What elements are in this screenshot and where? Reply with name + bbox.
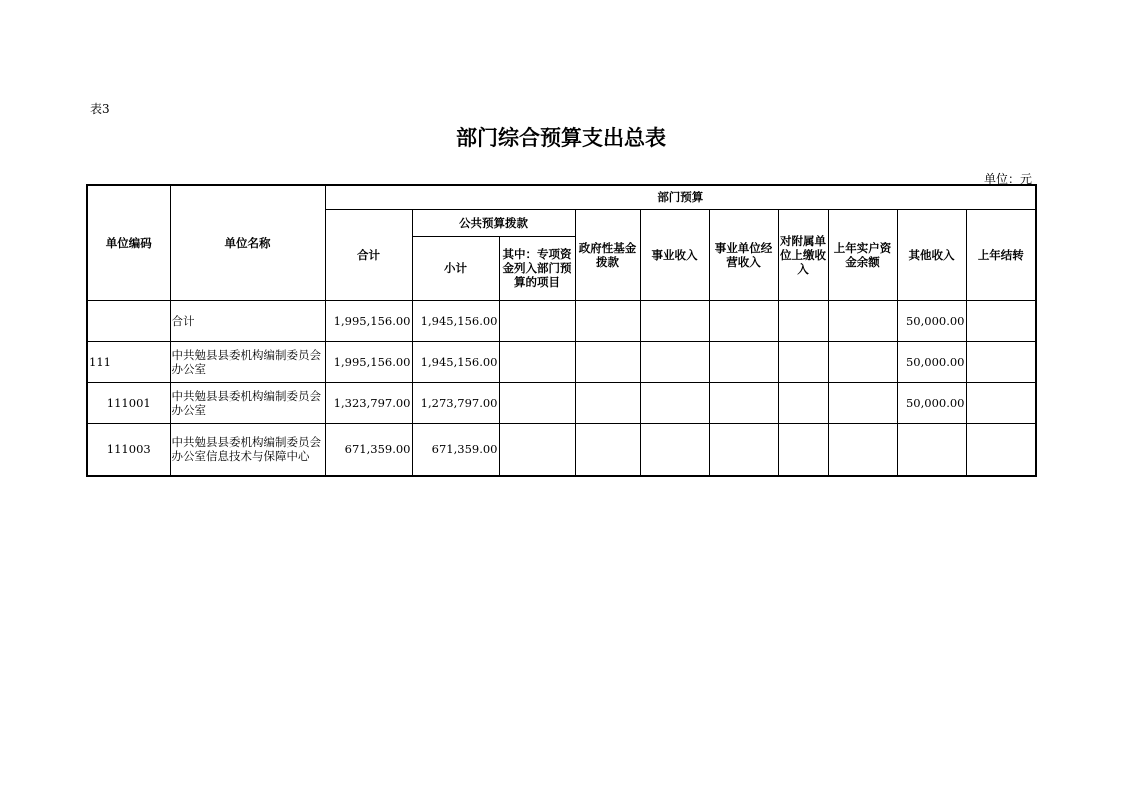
cell-special <box>499 341 575 382</box>
cell-other-income: 50,000.00 <box>897 300 966 341</box>
cell-subtotal: 1,273,797.00 <box>412 382 499 423</box>
cell-gov-fund <box>575 300 640 341</box>
cell-code: 111 <box>87 341 170 382</box>
unit-label: 单位：元 <box>983 172 1032 186</box>
cell-gov-fund <box>575 341 640 382</box>
cell-special <box>499 423 575 476</box>
header-public-budget: 公共预算拨款 <box>412 209 575 236</box>
cell-gov-fund <box>575 423 640 476</box>
cell-biz-operating <box>709 341 778 382</box>
budget-table <box>86 184 1037 477</box>
cell-code: 111003 <box>87 423 170 476</box>
cell-special <box>499 382 575 423</box>
cell-biz-operating <box>709 300 778 341</box>
page-title: 部门综合预算支出总表 <box>456 126 666 150</box>
cell-name: 中共勉县县委机构编制委员会办公室 <box>170 382 325 423</box>
cell-affiliated <box>778 341 828 382</box>
header-gov-fund: 政府性基金拨款 <box>575 209 640 300</box>
cell-gov-fund <box>575 382 640 423</box>
cell-biz-operating <box>709 382 778 423</box>
header-biz-operating: 事业单位经营收入 <box>709 209 778 300</box>
cell-code <box>87 300 170 341</box>
header-unit-name: 单位名称 <box>170 185 325 300</box>
cell-subtotal: 1,945,156.00 <box>412 341 499 382</box>
cell-name: 中共勉县县委机构编制委员会办公室 <box>170 341 325 382</box>
header-special: 其中：专项资金列入部门预算的项目 <box>499 236 575 300</box>
cell-prev-balance <box>828 300 897 341</box>
cell-prev-carryover <box>966 423 1036 476</box>
cell-total: 1,995,156.00 <box>325 300 412 341</box>
cell-other-income: 50,000.00 <box>897 341 966 382</box>
table-row <box>87 341 1036 382</box>
cell-biz-operating <box>709 423 778 476</box>
cell-other-income <box>897 423 966 476</box>
header-subtotal: 小计 <box>412 236 499 300</box>
cell-prev-carryover <box>966 382 1036 423</box>
cell-name: 中共勉县县委机构编制委员会办公室信息技术与保障中心 <box>170 423 325 476</box>
table-row <box>87 300 1036 341</box>
header-biz-income: 事业收入 <box>640 209 709 300</box>
cell-subtotal: 1,945,156.00 <box>412 300 499 341</box>
cell-prev-carryover <box>966 341 1036 382</box>
table-row <box>87 423 1036 476</box>
cell-subtotal: 671,359.00 <box>412 423 499 476</box>
cell-biz-income <box>640 423 709 476</box>
header-prev-balance: 上年实户资金余额 <box>828 209 897 300</box>
table-row <box>87 382 1036 423</box>
cell-prev-balance <box>828 382 897 423</box>
cell-total: 671,359.00 <box>325 423 412 476</box>
header-other-income: 其他收入 <box>897 209 966 300</box>
cell-code: 111001 <box>87 382 170 423</box>
header-affiliated: 对附属单位上缴收入 <box>778 209 828 300</box>
cell-biz-income <box>640 341 709 382</box>
cell-prev-balance <box>828 423 897 476</box>
cell-biz-income <box>640 382 709 423</box>
header-dept-budget: 部门预算 <box>325 185 1036 209</box>
header-total: 合计 <box>325 209 412 300</box>
header-prev-carryover: 上年结转 <box>966 209 1036 300</box>
cell-prev-carryover <box>966 300 1036 341</box>
cell-name: 合计 <box>170 300 325 341</box>
cell-special <box>499 300 575 341</box>
table-number: 表3 <box>90 102 110 116</box>
cell-prev-balance <box>828 341 897 382</box>
cell-total: 1,995,156.00 <box>325 341 412 382</box>
cell-other-income: 50,000.00 <box>897 382 966 423</box>
cell-affiliated <box>778 423 828 476</box>
cell-biz-income <box>640 300 709 341</box>
cell-affiliated <box>778 382 828 423</box>
cell-affiliated <box>778 300 828 341</box>
header-unit-code: 单位编码 <box>87 185 170 300</box>
cell-total: 1,323,797.00 <box>325 382 412 423</box>
